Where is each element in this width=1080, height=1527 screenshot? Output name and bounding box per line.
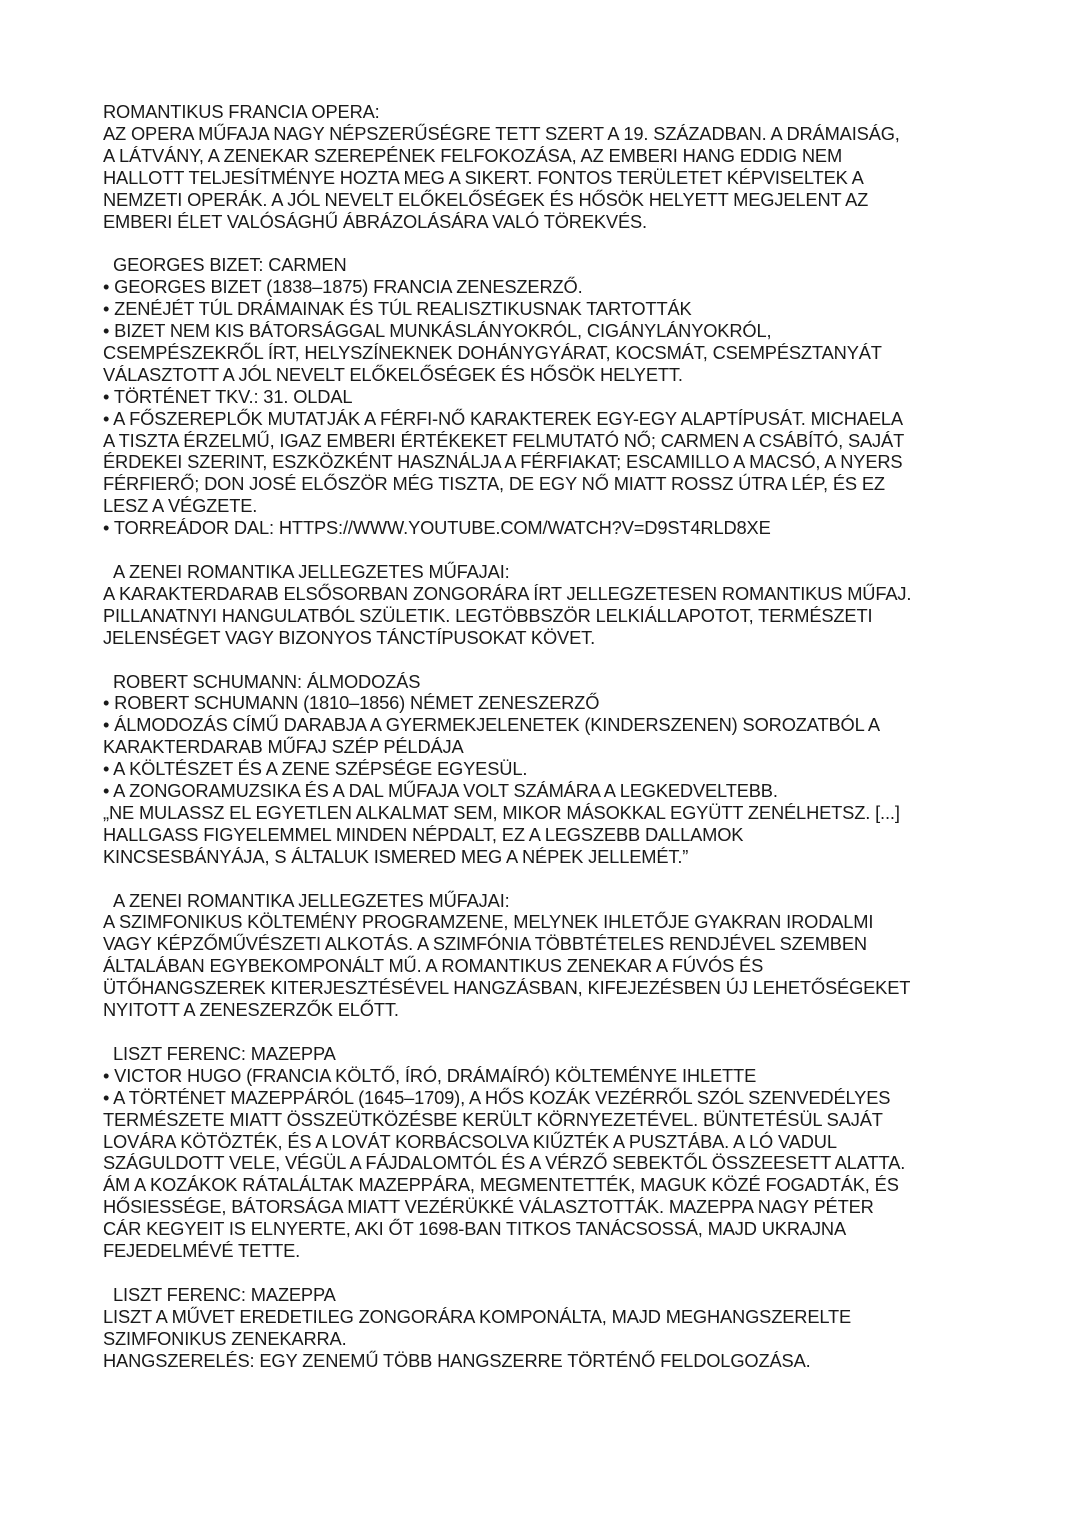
text-line: • VICTOR HUGO (FRANCIA KÖLTŐ, ÍRÓ, DRÁMAÍRÓ) KÖLTEMÉNYE IHLETTE (103, 1064, 757, 1086)
text-line: HALLOTT TELJESÍTMÉNYE HOZTA MEG A SIKERT. FONTOS TERÜLETET KÉPVISELTEK A (103, 166, 864, 188)
text-line: • TORREÁDOR DAL: HTTPS://WWW.YOUTUBE.COM/WATCH?V=D9ST4RLD8XE (103, 517, 771, 539)
section-heading: ROBERT SCHUMANN: ÁLMODOZÁS (113, 670, 421, 692)
section-liszt-mazeppa (103, 1043, 1003, 1262)
text-line: • GEORGES BIZET (1838–1875) FRANCIA ZENESZERZŐ. (103, 276, 583, 298)
text-line: FÉRFIERŐ; DON JOSÉ ELŐSZÖR MÉG TISZTA, DE EGY NŐ MIATT ROSSZ ÚTRA LÉP, ÉS EZ (103, 473, 885, 495)
text-line: A KARAKTERDARAB ELSŐSORBAN ZONGORÁRA ÍRT JELLEGZETESEN ROMANTIKUS MŰFAJ. (103, 582, 912, 604)
text-line: AZ OPERA MŰFAJA NAGY NÉPSZERŰSÉGRE TETT SZERT A 19. SZÁZADBAN. A DRÁMAISÁG, (103, 122, 900, 144)
text-line: HŐSIESSÉGE, BÁTORSÁGA MIATT VEZÉRÜKKÉ VÁLASZTOTTÁK. MAZEPPA NAGY PÉTER (103, 1196, 874, 1218)
text-line: • BIZET NEM KIS BÁTORSÁGGAL MUNKÁSLÁNYOKRÓL, CIGÁNYLÁNYOKRÓL, (103, 320, 772, 342)
text-line: CÁR KEGYEIT IS ELNYERTE, AKI ŐT 1698-BAN TITKOS TANÁCSOSSÁ, MAJD UKRAJNA (103, 1218, 847, 1240)
text-line: ÁM A KOZÁKOK RÁTALÁLTAK MAZEPPÁRA, MEGMENTETTÉK, MAGUK KÖZÉ FOGADTÁK, ÉS (103, 1174, 899, 1196)
text-line: ÁLTALÁBAN EGYBEKOMPONÁLT MŰ. A ROMANTIKUS ZENEKAR A FÚVÓS ÉS (103, 955, 764, 977)
section-gap (103, 1262, 1003, 1284)
document-page (103, 101, 1003, 1371)
text-line: PILLANATNYI HANGULATBÓL SZÜLETIK. LEGTÖBBSZÖR LELKIÁLLAPOTOT, TERMÉSZETI (103, 604, 873, 626)
section-heading: A ZENEI ROMANTIKA JELLEGZETES MŰFAJAI: (113, 889, 510, 911)
text-line: A LÁTVÁNY, A ZENEKAR SZEREPÉNEK FELFOKOZÁSA, AZ EMBERI HANG EDDIG NEM (103, 144, 843, 166)
text-line: • A ZONGORAMUZSIKA ÉS A DAL MŰFAJA VOLT SZÁMÁRA A LEGKEDVELTEBB. (103, 780, 778, 802)
text-line: JELENSÉGET VAGY BIZONYOS TÁNCTÍPUSOKAT KÖVET. (103, 626, 596, 648)
text-line: ÜTŐHANGSZEREK KITERJESZTÉSÉVEL HANGZÁSBAN, KIFEJEZÉSBEN ÚJ LEHETŐSÉGEKET (103, 977, 911, 999)
section-gap (103, 1021, 1003, 1043)
text-line: VAGY KÉPZŐMŰVÉSZETI ALKOTÁS. A SZIMFÓNIA TÖBBTÉTELES RENDJÉVEL SZEMBEN (103, 933, 867, 955)
text-line: KINCSESBÁNYÁJA, S ÁLTALUK ISMERED MEG A NÉPEK JELLEMÉT.” (103, 845, 689, 867)
section-gap (103, 868, 1003, 890)
section-character-piece (103, 561, 1003, 649)
text-line: • ÁLMODOZÁS CÍMŰ DARABJA A GYERMEKJELENETEK (KINDERSZENEN) SOROZATBÓL A (103, 714, 880, 736)
text-line: A SZIMFONIKUS KÖLTEMÉNY PROGRAMZENE, MELYNEK IHLETŐJE GYAKRAN IRODALMI (103, 911, 874, 933)
text-line: NEMZETI OPERÁK. A JÓL NEVELT ELŐKELŐSÉGEK ÉS HŐSÖK HELYETT MEGJELENT AZ (103, 188, 869, 210)
section-gap (103, 232, 1003, 254)
text-line: LOVÁRA KÖTÖZTÉK, ÉS A LOVÁT KORBÁCSOLVA KIŰZTÉK A PUSZTÁBA. A LÓ VADUL (103, 1130, 837, 1152)
section-french-opera (103, 101, 1003, 232)
section-gap (103, 539, 1003, 561)
section-heading: LISZT FERENC: MAZEPPA (113, 1283, 336, 1305)
text-line: A TISZTA ÉRZELMŰ, IGAZ EMBERI ÉRTÉKEKET FELMUTATÓ NŐ; CARMEN A CSÁBÍTÓ, SAJÁT (103, 429, 905, 451)
text-line: VÁLASZTOTT A JÓL NEVELT ELŐKELŐSÉGEK ÉS HŐSÖK HELYETT. (103, 363, 683, 385)
section-liszt-mazeppa-orchestration (103, 1284, 1003, 1372)
section-heading: A ZENEI ROMANTIKA JELLEGZETES MŰFAJAI: (113, 561, 510, 582)
section-heading: LISZT FERENC: MAZEPPA (113, 1042, 336, 1064)
text-line: HALLGASS FIGYELEMMEL MINDEN NÉPDALT, EZ A LEGSZEBB DALLAMOK (103, 823, 744, 845)
text-line: „NE MULASSZ EL EGYETLEN ALKALMAT SEM, MIKOR MÁSOKKAL EGYÜTT ZENÉLHETSZ. [...] (103, 801, 900, 823)
section-symphonic-poem (103, 890, 1003, 1021)
text-line: • A KÖLTÉSZET ÉS A ZENE SZÉPSÉGE EGYESÜL. (103, 758, 528, 780)
text-line: TERMÉSZETE MIATT ÖSSZEÜTKÖZÉSBE KERÜLT KÖRNYEZETÉVEL. BÜNTETÉSÜL SAJÁT (103, 1108, 883, 1130)
section-heading: GEORGES BIZET: CARMEN (113, 254, 347, 276)
section-heading: ROMANTIKUS FRANCIA OPERA: (103, 101, 380, 122)
text-line: KARAKTERDARAB MŰFAJ SZÉP PÉLDÁJA (103, 736, 464, 758)
text-line: ÉRDEKEI SZERINT, ESZKÖZKÉNT HASZNÁLJA A FÉRFIAKAT; ESCAMILLO A MACSÓ, A NYERS (103, 451, 903, 473)
section-bizet-carmen (103, 254, 1003, 539)
text-line: LISZT A MŰVET EREDETILEG ZONGORÁRA KOMPONÁLTA, MAJD MEGHANGSZERELTE (103, 1305, 852, 1327)
text-line: • A FŐSZEREPLŐK MUTATJÁK A FÉRFI-NŐ KARAKTEREK EGY-EGY ALAPTÍPUSÁT. MICHAELA (103, 407, 903, 429)
text-line: SZÁGULDOTT VELE, VÉGÜL A FÁJDALOMTÓL ÉS A VÉRZŐ SEBEKTŐL ÖSSZEESETT ALATTA. (103, 1152, 906, 1174)
text-line: • A TÖRTÉNET MAZEPPÁRÓL (1645–1709), A HŐS KOZÁK VEZÉRRŐL SZÓL SZENVEDÉLYES (103, 1086, 891, 1108)
section-schumann (103, 671, 1003, 868)
text-line: • ZENÉJÉT TÚL DRÁMAINAK ÉS TÚL REALISZTIKUSNAK TARTOTTÁK (103, 298, 692, 320)
text-line: NYITOTT A ZENESZERZŐK ELŐTT. (103, 999, 399, 1021)
section-gap (103, 649, 1003, 671)
text-line: HANGSZERELÉS: EGY ZENEMŰ TÖBB HANGSZERRE TÖRTÉNŐ FELDOLGOZÁSA. (103, 1349, 811, 1371)
text-line: LESZ A VÉGZETE. (103, 495, 258, 517)
text-line: EMBERI ÉLET VALÓSÁGHŰ ÁBRÁZOLÁSÁRA VALÓ TÖREKVÉS. (103, 210, 647, 232)
text-line: • TÖRTÉNET TKV.: 31. OLDAL (103, 385, 353, 407)
text-line: CSEMPÉSZEKRŐL ÍRT, HELYSZÍNEKNEK DOHÁNYGYÁRAT, KOCSMÁT, CSEMPÉSZTANYÁT (103, 341, 882, 363)
text-line: • ROBERT SCHUMANN (1810–1856) NÉMET ZENESZERZŐ (103, 692, 600, 714)
text-line: FEJEDELMÉVÉ TETTE. (103, 1240, 301, 1262)
text-line: SZIMFONIKUS ZENEKARRA. (103, 1327, 347, 1349)
